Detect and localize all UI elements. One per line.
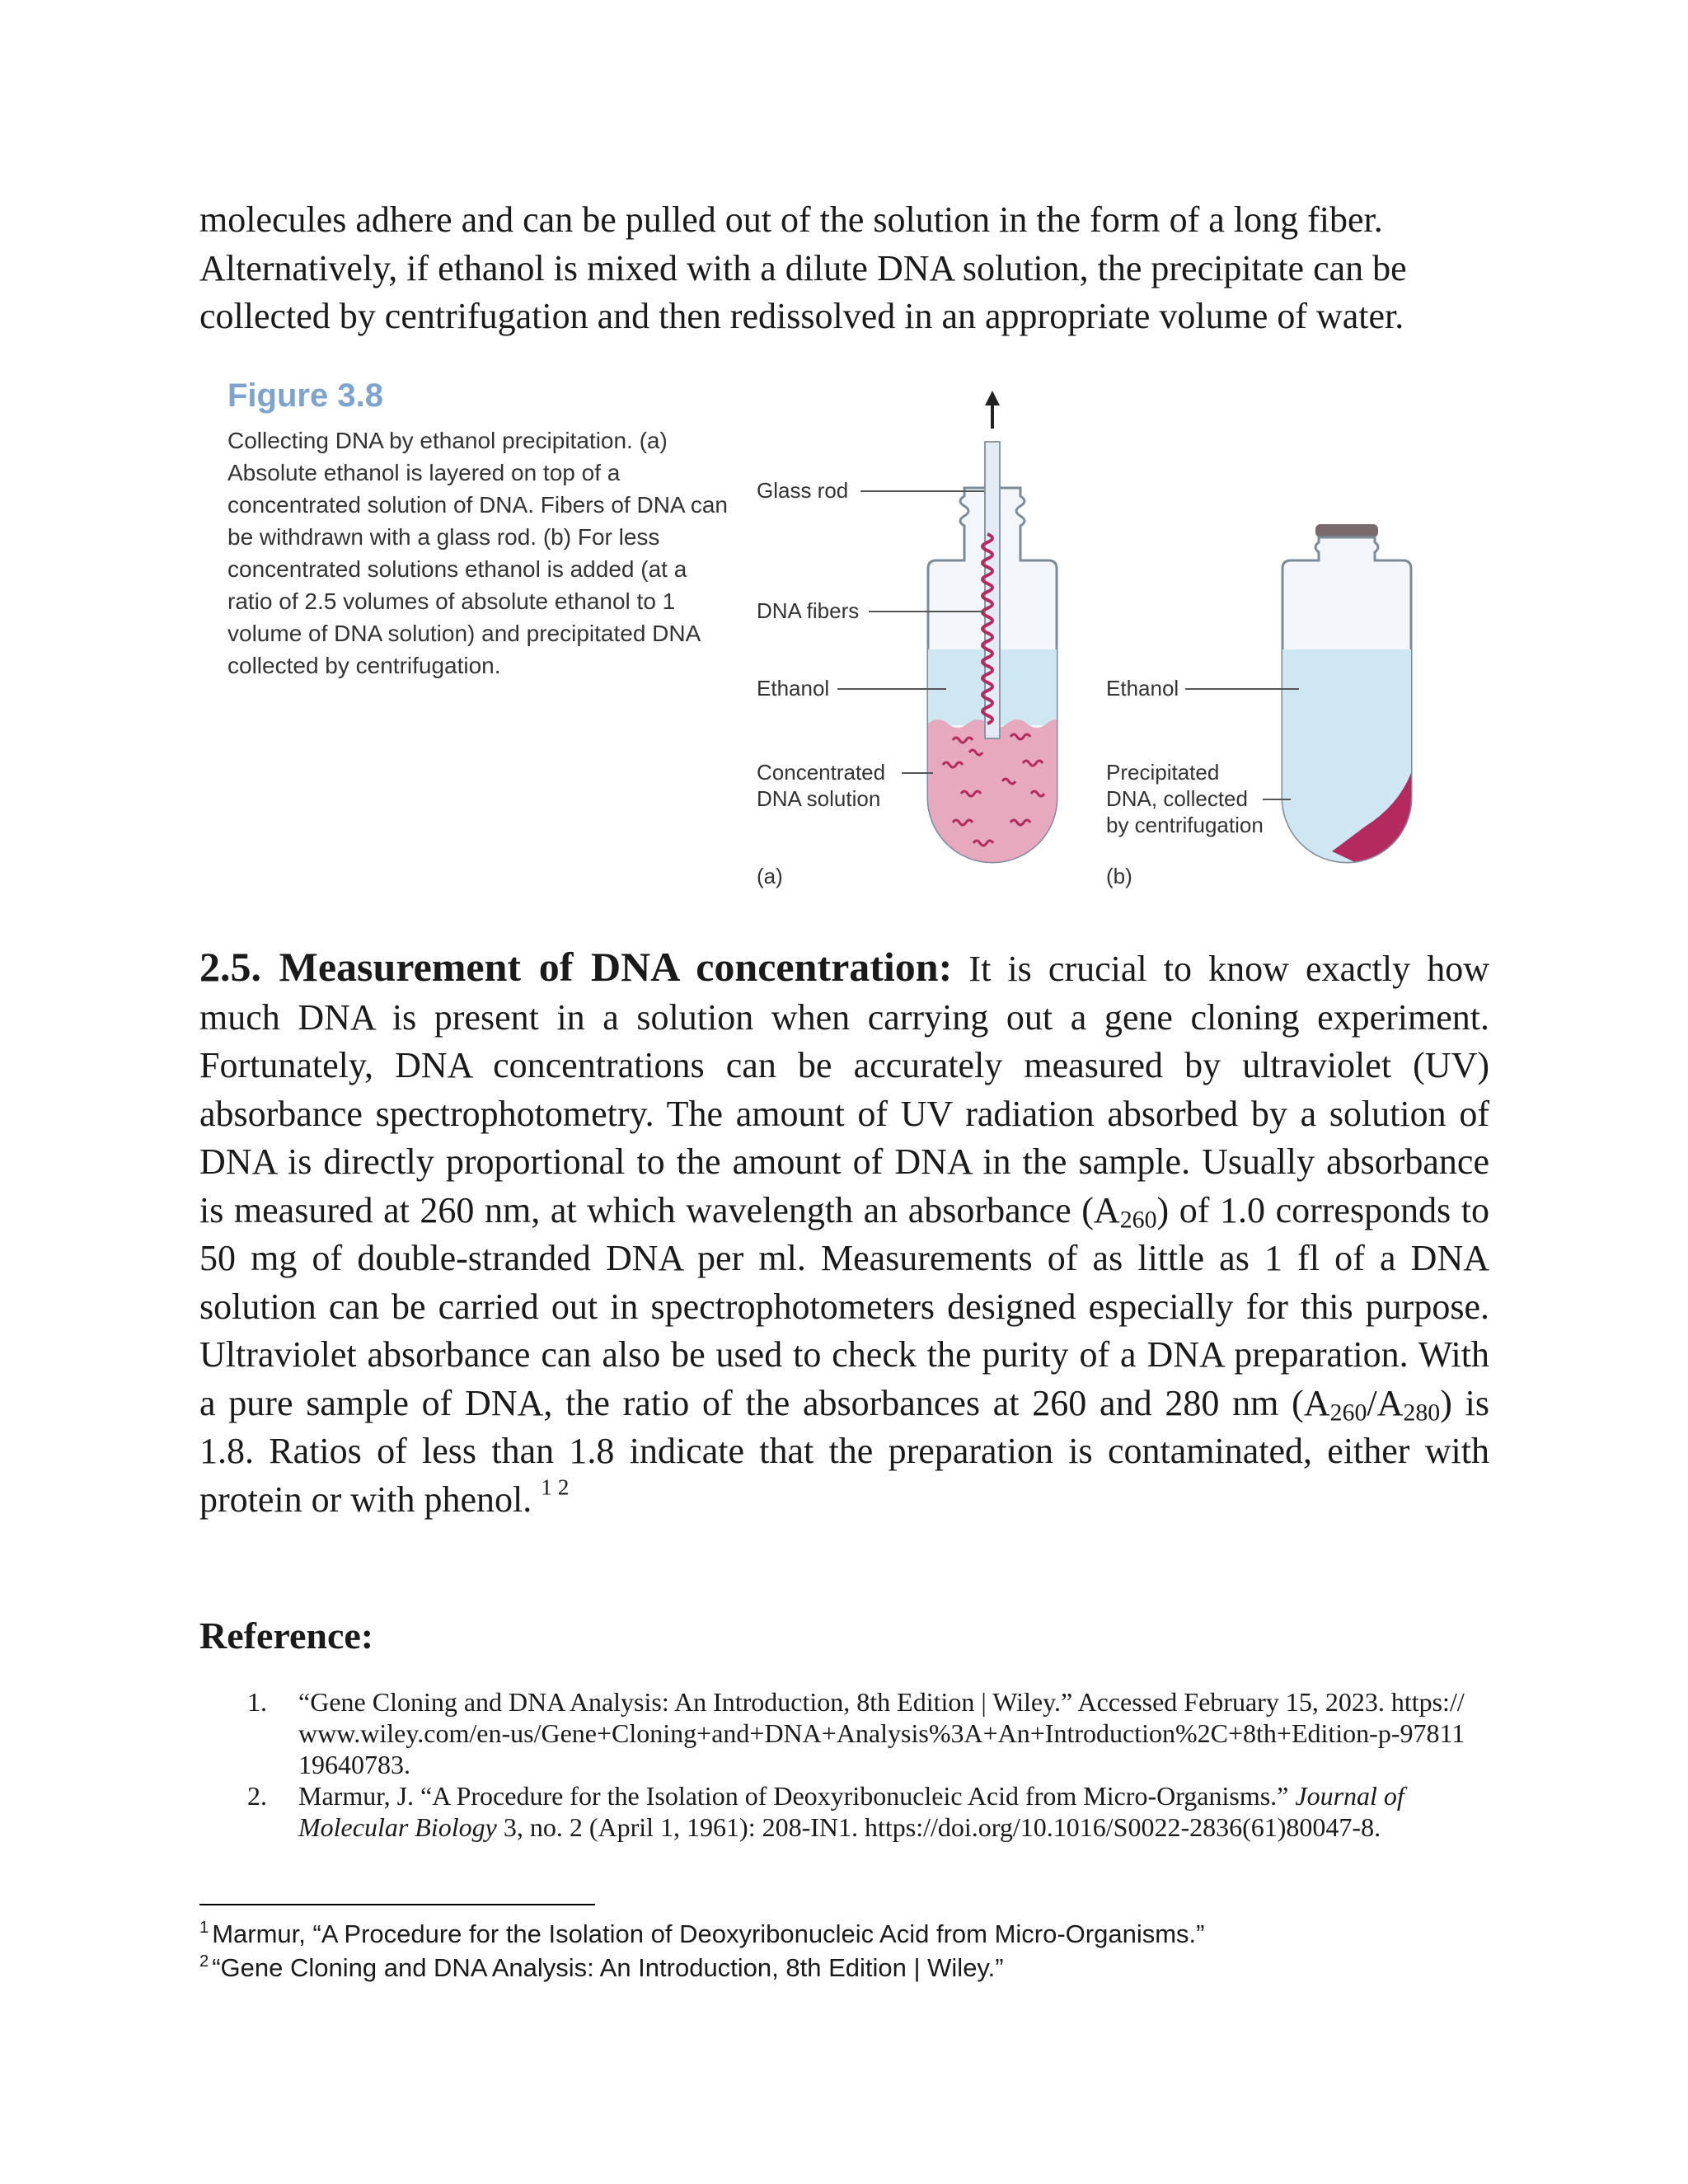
reference-number: 1. (247, 1687, 267, 1717)
figure-3-8 (227, 377, 1447, 905)
reference-details[interactable]: 3, no. 2 (April 1, 1961): 208-IN1. https://doi.org/10.1016/S0022-2836(61)80047-8. (503, 1812, 1381, 1842)
section-text-4: ) is 1.8. Ratios of less than 1.8 indicate that the preparation is contaminated, either with protein or with phenol. (199, 1382, 1490, 1520)
reference-number: 2. (247, 1781, 267, 1811)
intro-paragraph: molecules adhere and can be pulled out of the solution in the form of a long fiber. Alternatively, if ethanol is mixed with a dilute DNA solution, the precipitate can be collected by centrifugation and then redissolved in an appropriate volume of water. (199, 199, 1407, 336)
label-panel-a: (a) (757, 864, 783, 888)
label-concentrated: Concentrated (757, 760, 886, 785)
subscript-a280: 280 (1403, 1399, 1441, 1427)
tube-a (928, 391, 1060, 888)
references-heading: Reference: (199, 1615, 374, 1657)
label-panel-b: (b) (1106, 864, 1132, 888)
label-ethanol-a: Ethanol (757, 676, 830, 701)
footnote-2 (199, 1952, 1485, 1985)
reference-url[interactable]: https://www.wiley.com/en-us/Gene+Cloning+and+DNA+Analysis%3A+An+Introduction%2C+8th+Edition-p-9781119640783. (298, 1687, 1465, 1779)
footnote-text: Marmur, “A Procedure for the Isolation of Deoxyribonucleic Acid from Micro-Organisms.” (212, 1919, 1205, 1948)
footnote-text: “Gene Cloning and DNA Analysis: An Introduction, 8th Edition | Wiley.” (212, 1953, 1004, 1982)
footnote-1 (199, 1918, 1485, 1951)
footnote-number: 2 (199, 1952, 209, 1971)
label-glass-rod: Glass rod (757, 478, 849, 503)
tube-b (1282, 524, 1411, 897)
section-heading: 2.5. Measurement of DNA concentration: (199, 944, 953, 990)
footnote-marks: 1 2 (541, 1474, 570, 1500)
section-text-3: /A (1367, 1382, 1404, 1423)
reference-text: “Gene Cloning and DNA Analysis: An Introduction, 8th Edition | Wiley.” Accessed February 15, 2023. (298, 1687, 1385, 1717)
ethanol-layer-b (1282, 649, 1411, 897)
subscript-a260-1: 260 (1119, 1206, 1157, 1234)
label-precipitated: Precipitated (1106, 760, 1220, 785)
reference-item-1 (224, 1686, 1477, 1780)
tube-b-cap (1315, 524, 1378, 537)
figure-caption: Collecting DNA by ethanol precipitation. (a) Absolute ethanol is layered on top of a concentrated solution of DNA. Fibers of DNA can be withdrawn with a glass rod. (b) For less concentrated solutions ethanol is added (at a ratio of 2.5 volumes of absolute ethanol to 1 volume of DNA solution) and precipitated DNA collected by centrifugation. (227, 428, 728, 678)
subscript-a260-2: 260 (1329, 1399, 1367, 1427)
reference-journal: Journal of Molecular Biology (298, 1781, 1404, 1842)
reference-list (224, 1686, 1477, 1843)
section-text-1: It is crucial to know exactly how much DNA is present in a solution when carrying out a gene cloning experiment. Fortunately, DNA concentrations can be accurately measured by ultraviolet (UV) absorbance spectrophotometry. The amount of UV radiation absorbed by a solution of DNA is directly proportional to the amount of DNA in the sample. Usually absorbance is measured at 260 nm, at which wavelength an absorbance (A (199, 949, 1490, 1230)
measurement-paragraph (199, 943, 1489, 1524)
label-by-centrifugation: by centrifugation (1106, 813, 1264, 837)
footnote-number: 1 (199, 1918, 209, 1937)
label-dna-collected: DNA, collected (1106, 786, 1248, 811)
section-text-2: ) of 1.0 corresponds to 50 mg of double-stranded DNA per ml. Measurements of as little as 1 fl of a DNA solution can be carried out in spectrophotometers designed especially for this purpose. Ultraviolet absorbance can also be used to check the purity of a DNA preparation. With a pure sample of DNA, the ratio of the absorbances at 260 and 280 nm (A (199, 1189, 1490, 1423)
reference-item-2 (224, 1780, 1477, 1843)
up-arrow-icon (985, 391, 1000, 405)
figure-title: Figure 3.8 (227, 377, 383, 414)
ethanol-precipitation-illustration (227, 377, 1447, 905)
footnote-divider (199, 1904, 595, 1905)
reference-text: Marmur, J. “A Procedure for the Isolation of Deoxyribonucleic Acid from Micro-Organisms.” (298, 1781, 1289, 1811)
label-dna-fibers: DNA fibers (757, 598, 860, 623)
label-dna-solution: DNA solution (757, 786, 881, 811)
label-ethanol-b: Ethanol (1106, 676, 1179, 701)
